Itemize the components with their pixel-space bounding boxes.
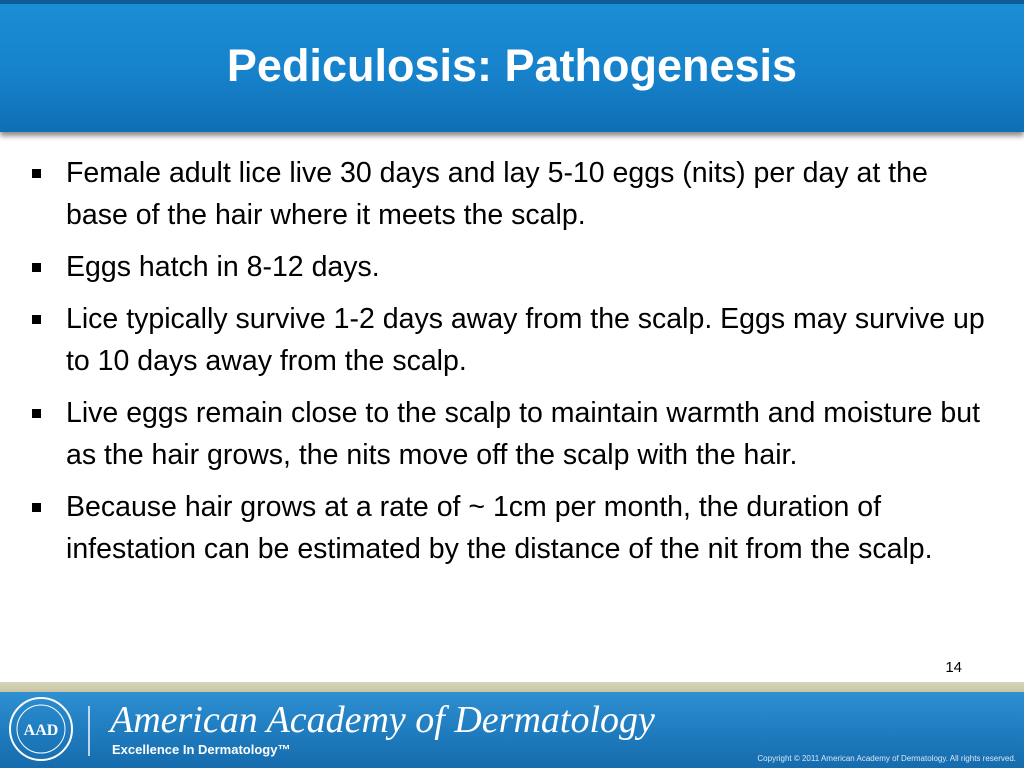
bullet-text: Live eggs remain close to the scalp to maintain warmth and moisture but as the hair grows, the nits move off the scalp with the hair.: [66, 397, 981, 471]
bullet-square-icon: [32, 409, 41, 418]
bullet-square-icon: [32, 263, 41, 272]
title-bar: [0, 0, 1024, 132]
bullet-item: [30, 152, 990, 236]
bullet-square-icon: [32, 169, 41, 178]
footer: [0, 692, 1024, 768]
bullet-item: [30, 246, 990, 288]
bullet-list: [30, 152, 990, 580]
aad-seal-logo: [8, 696, 74, 762]
footer-divider: [88, 706, 90, 756]
bullet-text: Female adult lice live 30 days and lay 5-10 eggs (nits) per day at the base of the hair where it meets the scalp.: [66, 157, 928, 231]
page-number: 14: [945, 659, 962, 676]
bullet-item: [30, 486, 990, 570]
bullet-item: [30, 298, 990, 382]
tagline: Excellence In Dermatology™: [112, 742, 291, 757]
seal-text: AAD: [23, 722, 59, 739]
copyright-text: Copyright © 2011 American Academy of Dermatology. All rights reserved.: [757, 754, 1016, 763]
bullet-square-icon: [32, 315, 41, 324]
bullet-square-icon: [32, 503, 41, 512]
bullet-item: [30, 392, 990, 476]
bullet-text: Lice typically survive 1-2 days away from the scalp. Eggs may survive up to 10 days away from the scalp.: [66, 303, 985, 377]
bullet-text: Eggs hatch in 8-12 days.: [66, 251, 380, 283]
slide-title: Pediculosis: Pathogenesis: [226, 40, 798, 91]
bullet-text: Because hair grows at a rate of ~ 1cm per month, the duration of infestation can be estimated by the distance of the nit from the scalp.: [66, 491, 933, 565]
footer-band: [0, 682, 1024, 692]
org-name: American Academy of Dermatology: [110, 699, 655, 741]
